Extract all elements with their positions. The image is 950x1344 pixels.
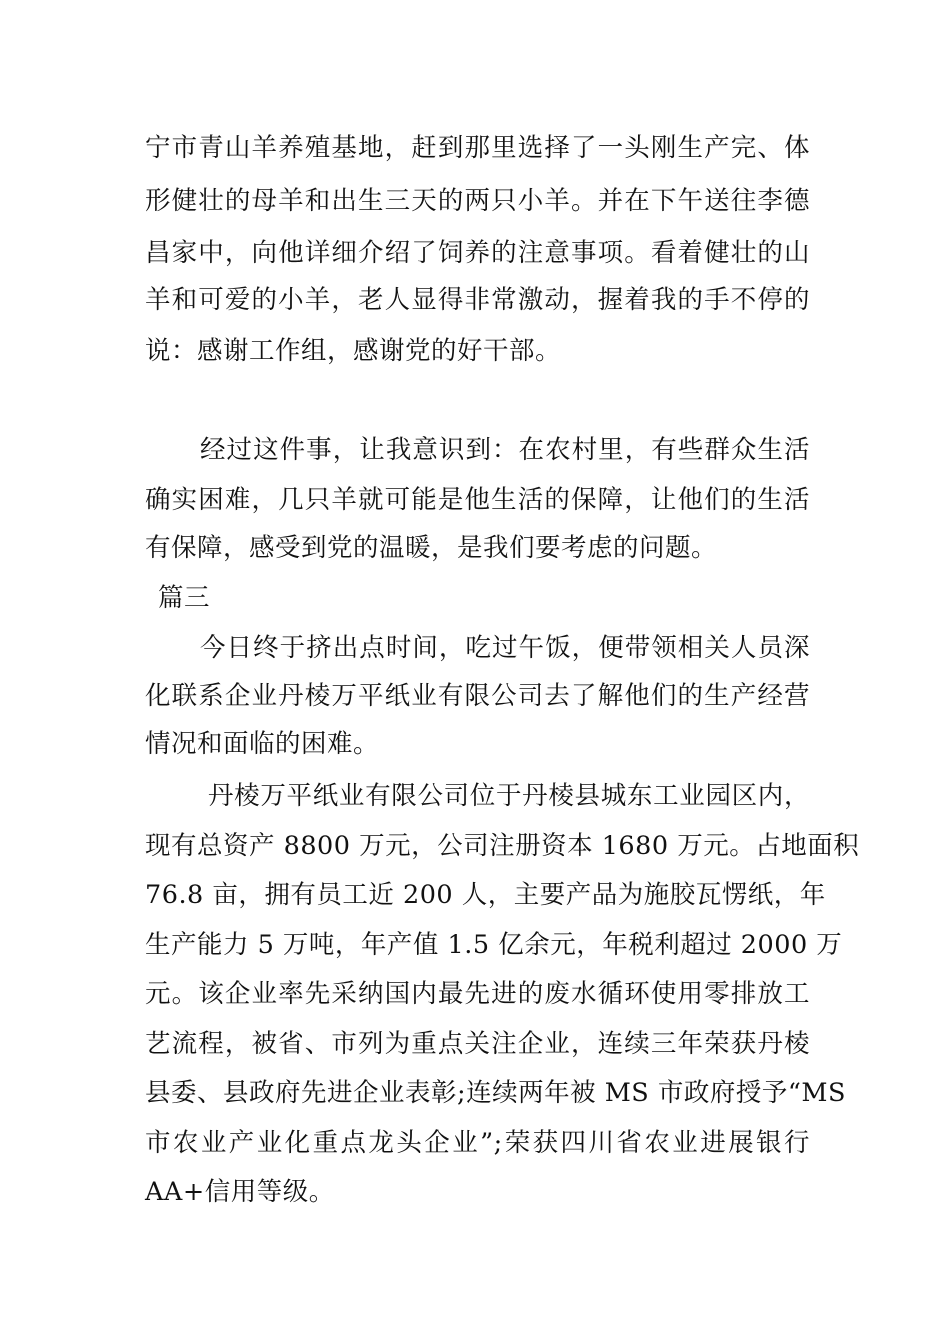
text-line: 形健壮的母羊和出生三天的两只小羊。并在下午送往李德 <box>145 186 810 216</box>
text-line: 76.8 亩，拥有员工近 200 人，主要产品为施胶瓦愣纸，年 <box>145 880 826 910</box>
text-line: 确实困难，几只羊就可能是他生活的保障，让他们的生活 <box>145 485 810 515</box>
text-line: 元。该企业率先采纳国内最先进的废水循环使用零排放工 <box>145 979 810 1009</box>
text-line: 艺流程，被省、市列为重点关注企业，连续三年荣获丹棱 <box>145 1029 810 1059</box>
section-heading: 篇三 <box>158 583 211 613</box>
text-line: 县委、县政府先进企业表彰;连续两年被 MS 市政府授予“MS <box>145 1078 846 1108</box>
text-line: 今日终于挤出点时间，吃过午饭，便带领相关人员深 <box>200 633 810 663</box>
text-line: 宁市青山羊养殖基地，赶到那里选择了一头刚生产完、体 <box>145 133 810 163</box>
text-line: 昌家中，向他详细介绍了饲养的注意事项。看着健壮的山 <box>145 238 810 268</box>
text-line: 有保障，感受到党的温暖，是我们要考虑的问题。 <box>145 533 718 563</box>
text-line: 现有总资产 8800 万元，公司注册资本 1680 万元。占地面积 <box>145 831 860 861</box>
text-line: 丹棱万平纸业有限公司位于丹棱县城东工业园区内， <box>208 781 810 811</box>
text-line: AA+信用等级。 <box>145 1177 335 1207</box>
text-line: 生产能力 5 万吨，年产值 1.5 亿余元，年税利超过 2000 万 <box>145 930 843 960</box>
text-line: 情况和面临的困难。 <box>145 729 380 759</box>
text-line: 化联系企业丹棱万平纸业有限公司去了解他们的生产经营 <box>145 681 810 711</box>
text-line: 羊和可爱的小羊，老人显得非常激动，握着我的手不停的 <box>145 285 810 315</box>
text-line: 经过这件事，让我意识到：在农村里，有些群众生活 <box>200 435 810 465</box>
text-line: 说：感谢工作组，感谢党的好干部。 <box>145 336 562 366</box>
text-line: 市农业产业化重点龙头企业”;荣获四川省农业进展银行 <box>145 1128 810 1158</box>
